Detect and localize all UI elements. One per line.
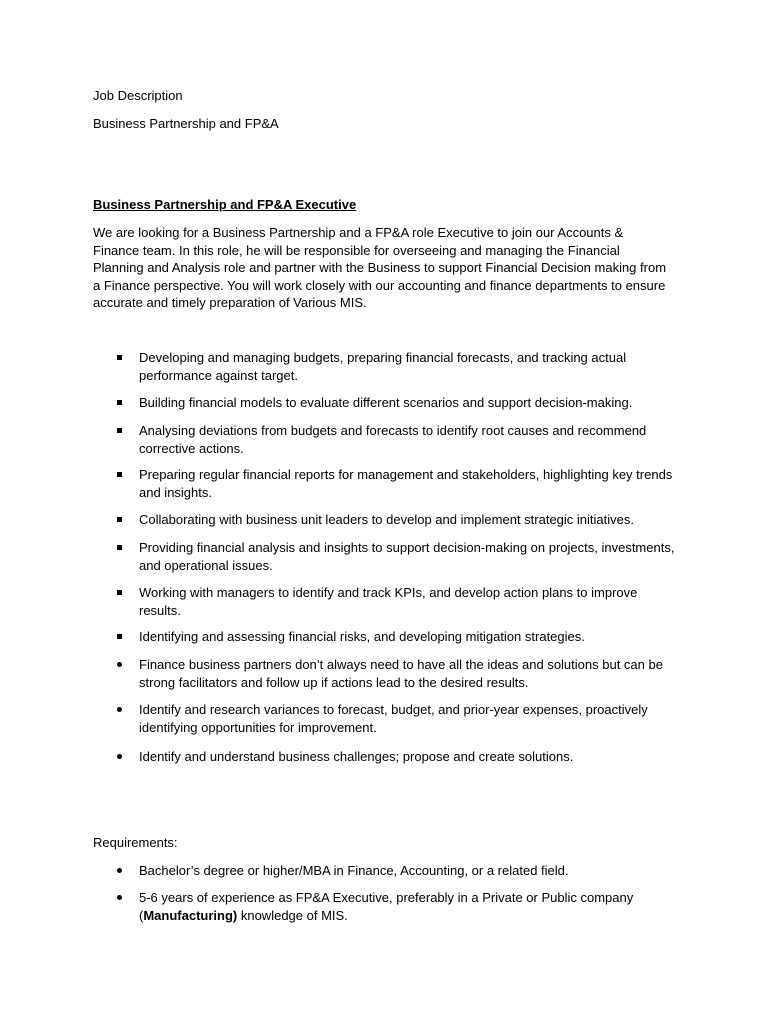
department-title: Business Partnership and FP&A (93, 116, 279, 131)
list-item-text: Developing and managing budgets, preparing financial forecasts, and tracking actual performance against target. (139, 350, 627, 383)
emphasis-text: Manufacturing) (143, 907, 238, 923)
list-item-text: Working with managers to identify and track KPIs, and develop action plans to improve results. (139, 585, 638, 618)
role-heading: Business Partnership and FP&A Executive (93, 197, 357, 212)
list-item-text: Finance business partners don’t always need to have all the ideas and solutions but can be strong facilitators and follow up if actions lead to the desired results. (139, 657, 663, 690)
list-item-text: Identifying and assessing financial risks, and developing mitigation strategies. (139, 629, 585, 644)
list-item-text: Bachelor’s degree or higher/MBA in Finance, Accounting, or a related field. (139, 863, 569, 878)
list-item-text: Identify and research variances to forecast, budget, and prior-year expenses, proactively identifying opportunities for improvement. (139, 702, 648, 735)
list-item-text-start: 5-6 years of experience as FP&A Executive, preferably in a Private or Public company ( (139, 890, 634, 923)
list-item-text: Collaborating with business unit leaders to develop and implement strategic initiatives. (139, 512, 634, 527)
requirements-heading: Requirements: (93, 835, 178, 850)
list-item-text: Building financial models to evaluate different scenarios and support decision-making. (139, 395, 633, 410)
list-item-text: Identify and understand business challenges; propose and create solutions. (139, 749, 574, 764)
list-item-text: Providing financial analysis and insights to support decision-making on projects, investments, and operational issues. (139, 540, 675, 573)
list-item-text-end: knowledge of MIS. (237, 907, 348, 923)
list-item-text (139, 889, 679, 924)
list-item-text: Preparing regular financial reports for management and stakeholders, highlighting key trends and insights. (139, 467, 673, 500)
list-item-text: Analysing deviations from budgets and forecasts to identify root causes and recommend corrective actions. (139, 423, 647, 456)
document-type: Job Description (93, 88, 183, 103)
role-intro-paragraph: We are looking for a Business Partnership and a FP&A role Executive to join our Accounts & Finance team. In this role, he will be responsible for overseeing and managing the Financial Planning and Analysis role and partner with the Business to support Financial Decision making from a Finance perspective. You will work closely with our accounting and finance departments to ensure accurate and timely preparation of Various MIS. (93, 225, 667, 311)
